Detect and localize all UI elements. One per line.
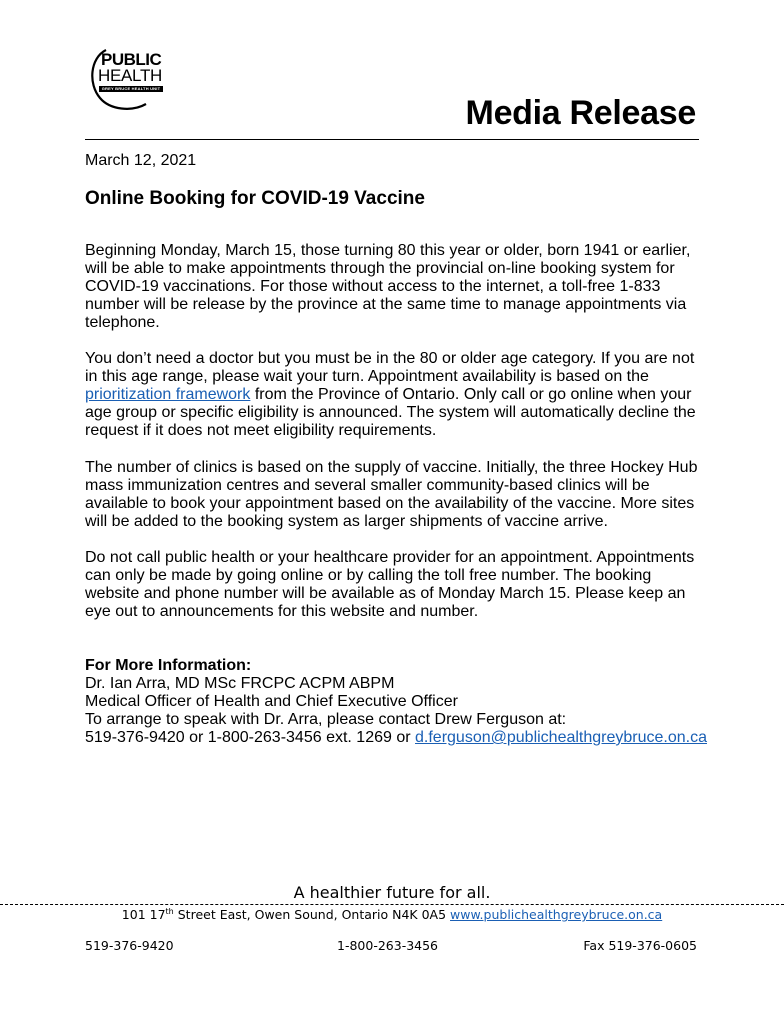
contact-arrange: To arrange to speak with Dr. Arra, please contact Drew Ferguson at: — [85, 711, 567, 728]
paragraph-1: Beginning Monday, March 15, those turning 80 this year or older, born 1941 or earlier, will be able to make appointments through the provincial on-line booking system for COVID-19 vaccinations. For those without access to the internet, a toll-free 1-833 number will be release by the province at the same time to manage appointments via telephone. — [85, 242, 691, 331]
logo-line-2: HEALTH — [98, 66, 163, 85]
address-ordinal: th — [165, 907, 174, 916]
paragraph-4: Do not call public health or your healthcare provider for an appointment. Appointments can only be made by going online or by calling the toll free number. The booking website and phone number will be available as of Monday March 15. Please keep an eye out to announcements for this website and number. — [85, 549, 695, 620]
footer-fax: Fax 519-376-0605 — [583, 938, 697, 953]
paragraph-2 — [85, 350, 700, 440]
prioritization-framework-link[interactable]: prioritization framework — [85, 386, 251, 403]
contact-name: Dr. Ian Arra, MD MSc FRCPC ACPM ABPM — [85, 675, 395, 692]
paragraph-3: The number of clinics is based on the supply of vaccine. Initially, the three Hockey Hub mass immunization centres and several smaller community-based clinics will be available to book your appointment based on the availability of the vaccine. More sites will be added to the booking system as larger shipments of vaccine arrive. — [85, 459, 698, 530]
release-date: March 12, 2021 — [85, 152, 197, 169]
footer-phone: 519-376-9420 — [85, 938, 174, 953]
media-release-heading: Media Release — [465, 94, 696, 132]
contact-phones-line — [85, 729, 707, 747]
footer-tagline: A healthier future for all. — [293, 883, 491, 902]
address-number: 101 17 — [121, 907, 166, 923]
header-divider — [85, 139, 699, 140]
address-street: Street East, Owen Sound, Ontario N4K 0A5 — [173, 907, 451, 923]
public-health-logo — [88, 46, 172, 116]
contact-block — [85, 657, 707, 747]
contact-heading: For More Information: — [85, 657, 252, 674]
release-title: Online Booking for COVID-19 Vaccine — [85, 188, 425, 209]
contact-role: Medical Officer of Health and Chief Executive Officer — [85, 693, 458, 710]
logo-line-1: PUBLIC — [101, 50, 162, 69]
logo-tagline: GREY BRUCE HEALTH UNIT — [99, 86, 163, 92]
footer-address — [0, 907, 784, 922]
contact-phones: 519-376-9420 or 1-800-263-3456 ext. 1269 or — [85, 729, 416, 746]
paragraph-2-text-after: from the Province of Ontario. Only call or go online when your age group or specific eligibility is announced. The system will automatically decline the request if it does not meet eligibility requirements. — [85, 386, 696, 439]
footer-tollfree: 1-800-263-3456 — [337, 938, 439, 953]
paragraph-2-text-before: You don’t need a doctor but you must be in the 80 or older age category. If you are not in this age range, please wait your turn. Appointment availability is based on the — [85, 350, 695, 385]
footer-dashed-divider — [0, 904, 784, 905]
website-link[interactable]: www.publichealthgreybruce.on.ca — [450, 907, 663, 923]
contact-email-link[interactable]: d.ferguson@publichealthgreybruce.on.ca — [415, 729, 707, 746]
